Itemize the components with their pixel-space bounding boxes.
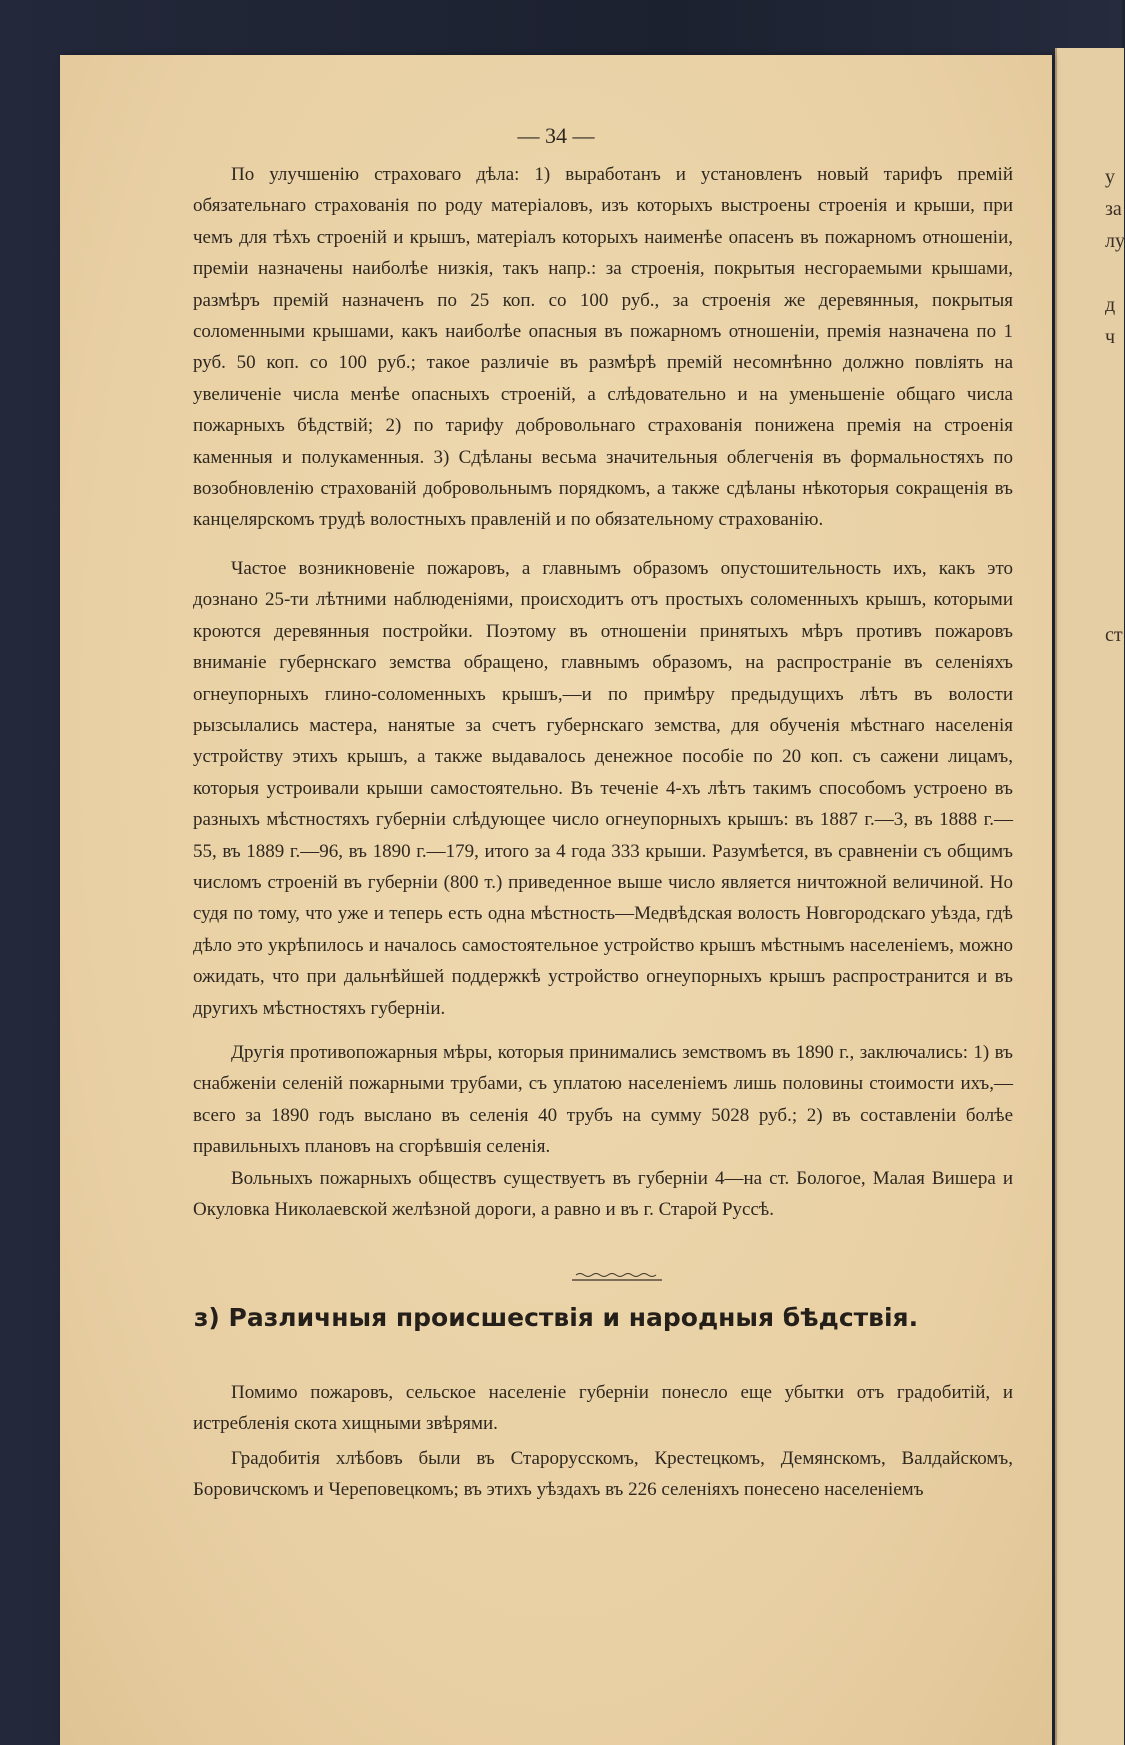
section-heading: з) Различныя происшествія и народныя бѣдствія. (193, 1303, 919, 1332)
next-page-fragment: у (1105, 166, 1115, 188)
paragraph-fire-societies (193, 1163, 1013, 1226)
document-page (60, 55, 1052, 1745)
paragraph-insurance (193, 159, 1013, 536)
next-page-fragment: ст (1105, 624, 1123, 646)
next-page-edge (1055, 48, 1124, 1745)
paragraph-text: Помимо пожаровъ, сельское населеніе губерніи понесло еще убытки отъ градобитій, и истребленія скота хищными звѣрями. (193, 1382, 1013, 1434)
paragraph-text: По улучшенію страховаго дѣла: 1) выработанъ и установленъ новый тарифъ премій обязательнаго страхованія по роду матеріаловъ, изъ которыхъ выстроены строенія и крыши, при чемъ для тѣхъ строеній и крышъ, матеріалъ которыхъ наименѣе опасенъ въ пожарномъ отношеніи, преміи назначены наиболѣе низкія, такъ напр.: за строенія, покрытыя несгораемыми крышами, размѣръ премій назначенъ по 25 коп. со 100 руб., за строенія же деревянныя, покрытыя соломенными крышами, какъ наиболѣе опасныя въ пожарномъ отношеніи, премія назначена по 1 руб. 50 коп. со 100 руб.; такое различіе въ размѣрѣ премій несомнѣнно должно повліять на увеличеніе числа менѣе опасныхъ строеній, а слѣдовательно и на уменьшеніе общаго числа пожарныхъ бѣдствій; 2) по тарифу добровольнаго страхованія понижена премія на строенія каменныя и полукаменныя. 3) Сдѣланы весьма значительныя облегченія въ формальностяхъ по возобновленію страхованій добровольнымъ порядкомъ, а также сдѣланы нѣкоторыя сокращенія въ канцелярскомъ трудѣ волостныхъ правленій и по обязательному страхованію. (193, 164, 1013, 531)
next-page-fragment: за (1105, 198, 1122, 220)
paragraph-fire-measures (193, 1037, 1013, 1163)
paragraph-text: Вольныхъ пожарныхъ обществъ существуетъ въ губерніи 4—на ст. Бологое, Малая Вишера и Окуловка Николаевской желѣзной дороги, а равно и въ г. Старой Руссѣ. (193, 1168, 1013, 1221)
section-divider-ornament (570, 1270, 664, 1284)
paragraph-fires (193, 553, 1013, 1024)
paragraph-text: Градобитія хлѣбовъ были въ Старорусскомъ, Крестецкомъ, Демянскомъ, Валдайскомъ, Боровичскомъ и Череповецкомъ; въ этихъ уѣздахъ въ 226 селеніяхъ понесено населеніемъ (193, 1448, 1013, 1500)
page-number: — 34 — (517, 123, 595, 148)
paragraph-hail (193, 1443, 1013, 1505)
paragraph-text: Другія противопожарныя мѣры, которыя принимались земствомъ въ 1890 г., заключались: 1) въ снабженіи селеній пожарными трубами, съ уплатою населеніемъ лишь половины стоимости ихъ,—всего за 1890 годъ выслано въ селенія 40 трубъ на сумму 5028 руб.; 2) въ составленіи болѣе правильныхъ плановъ на сгорѣвшія селенія. (193, 1042, 1013, 1158)
next-page-fragment: д (1105, 294, 1116, 316)
next-page-fragment: ч (1105, 326, 1116, 348)
paragraph-other-losses (193, 1377, 1013, 1439)
next-page-fragment: лу (1105, 230, 1125, 252)
paragraph-text: Частое возникновеніе пожаровъ, а главнымъ образомъ опустошительность ихъ, какъ это дознано 25-ти лѣтними наблюденіями, происходитъ отъ простыхъ соломенныхъ крышъ, которыми кроются деревянныя постройки. Поэтому въ отношеніи принятыхъ мѣръ противъ пожаровъ вниманіе губернскаго земства обращено, главнымъ образомъ, на распространіе въ селеніяхъ огнеупорныхъ глино-соломенныхъ крышъ,—и по примѣру предыдущихъ лѣтъ въ волости рызсылались мастера, нанятые за счетъ губернскаго земства, для обученія мѣстнаго населенія устройству этихъ крышъ, а также выдавалось денежное пособіе по 20 коп. съ сажени лицамъ, которыя устроивали крыши самостоятельно. Въ теченіе 4-хъ лѣтъ такимъ способомъ устроено въ разныхъ мѣстностяхъ губерніи слѣдующее число огнеупорныхъ крышъ: въ 1887 г.—3, въ 1888 г.—55, въ 1889 г.—96, въ 1890 г.—179, итого за 4 года 333 крыши. Разумѣется, въ сравненіи съ общимъ числомъ строеній въ губерніи (800 т.) приведенное выше число является ничтожной величиной. Но судя по тому, что уже и теперь есть одна мѣстность—Медвѣдская волость Новгородскаго уѣзда, гдѣ дѣло это укрѣпилось и началось самостоятельное устройство крышъ мѣстнымъ населеніемъ, можно ожидать, что при дальнѣйшей поддержкѣ устройство огнеупорныхъ крышъ распространится и въ другихъ мѣстностяхъ губерніи. (193, 558, 1013, 1019)
